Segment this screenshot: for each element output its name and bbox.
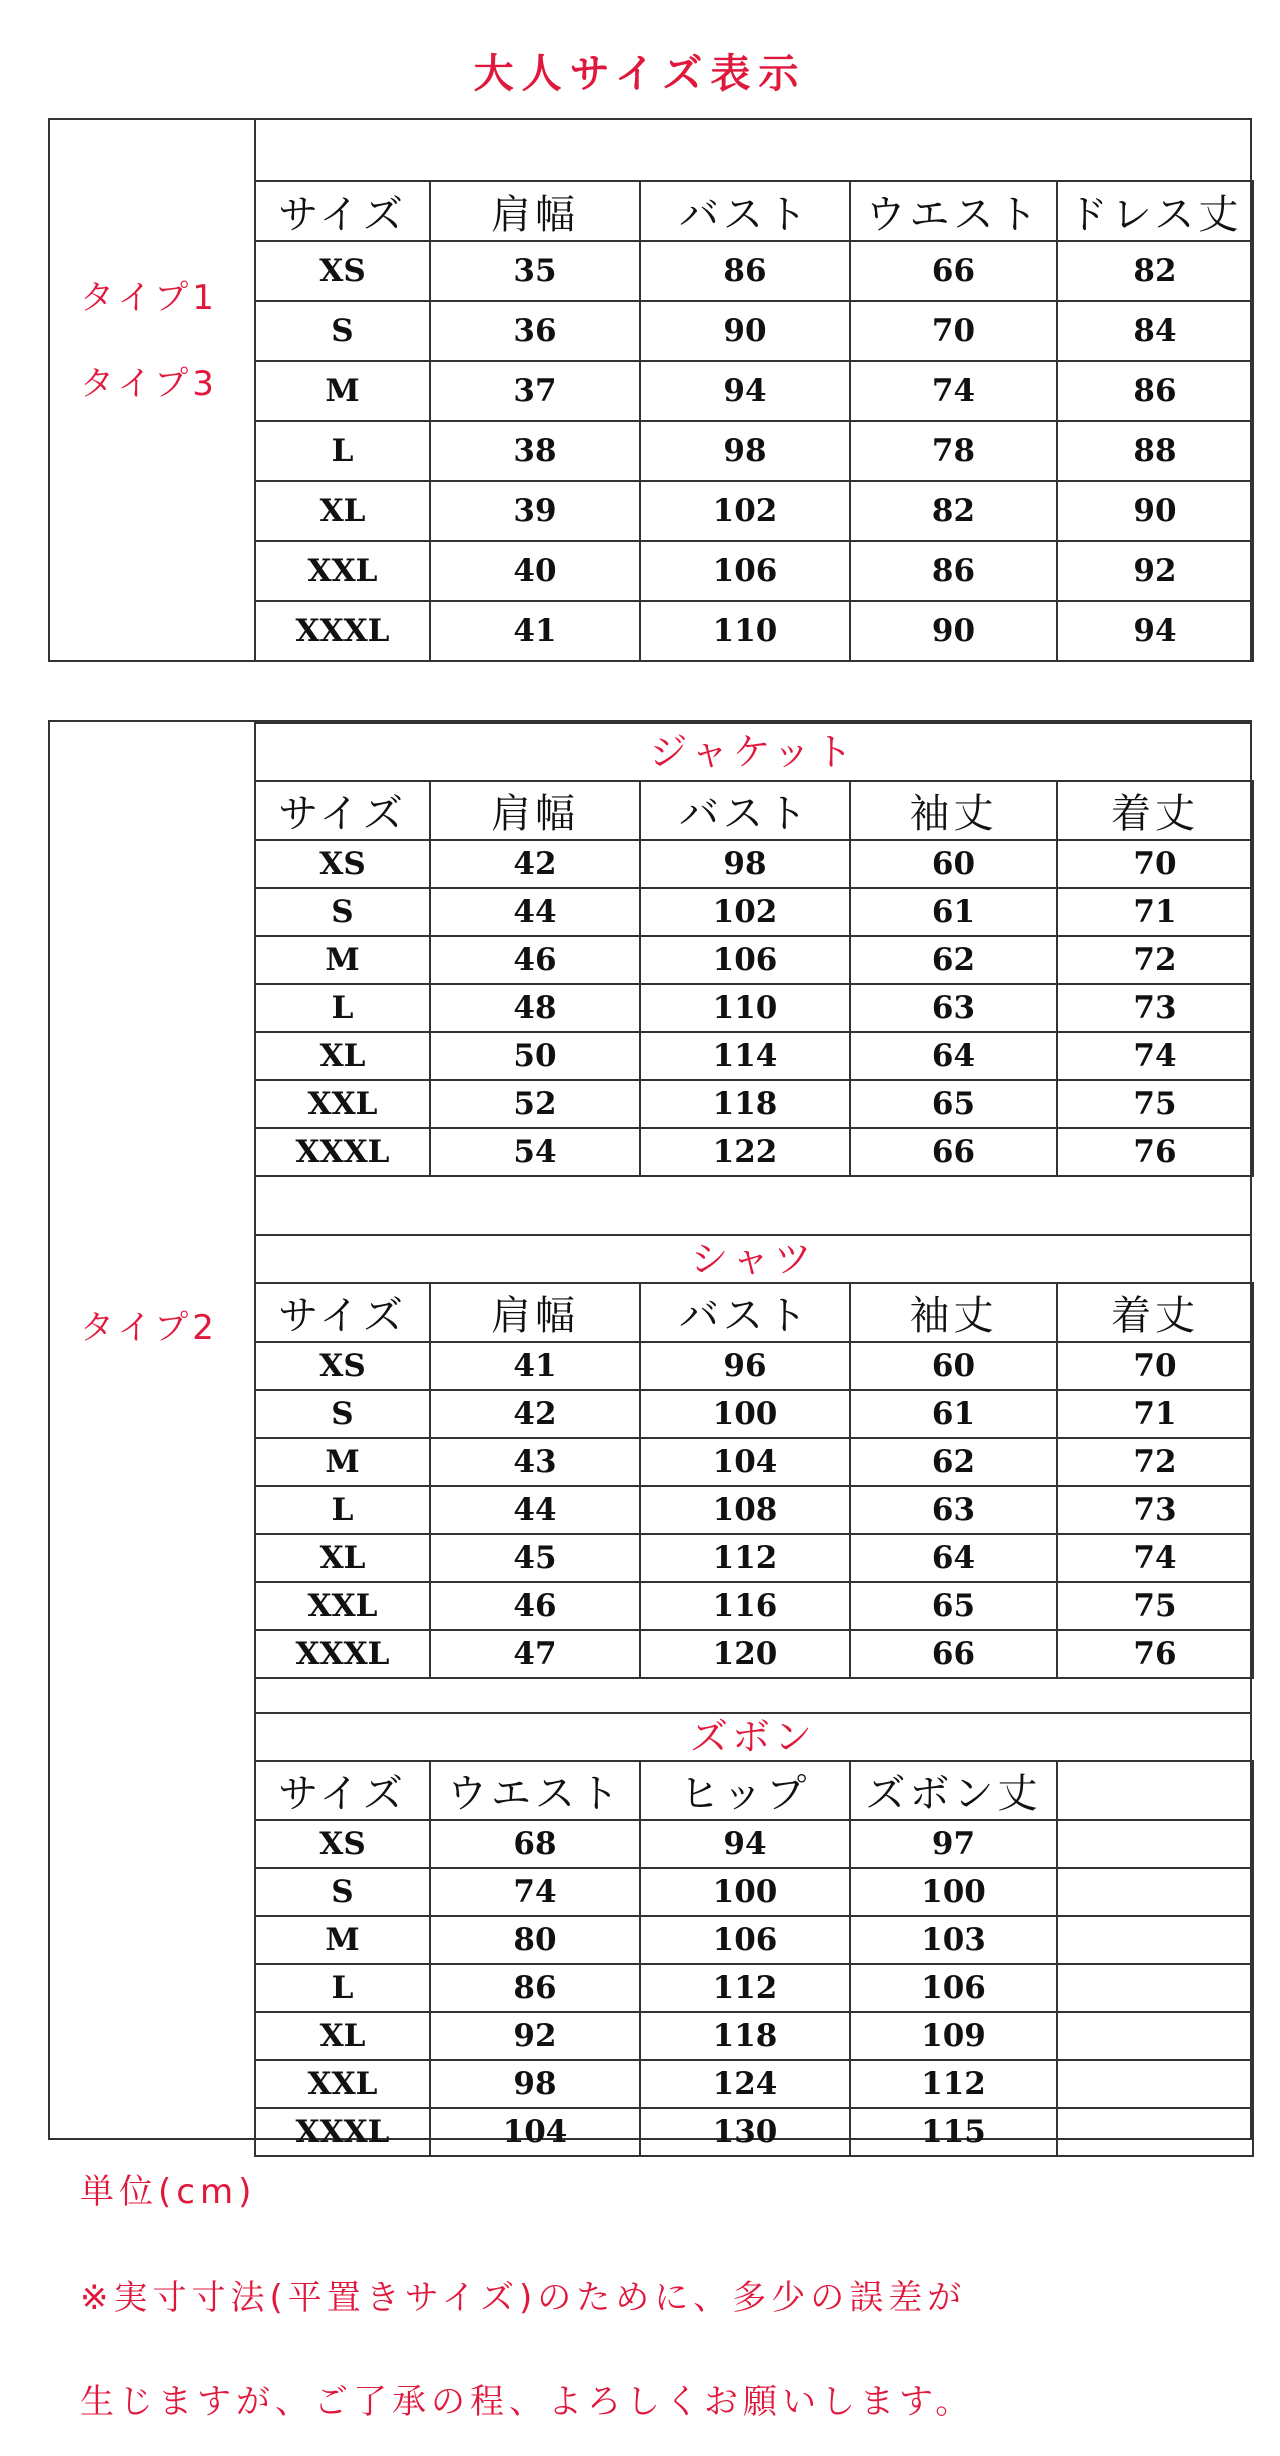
table-row bbox=[255, 1868, 1253, 1916]
size-cell: S bbox=[255, 888, 430, 936]
size-cell: L bbox=[255, 1486, 430, 1534]
measurement-cell bbox=[1057, 1964, 1253, 2012]
measurement-cell: 104 bbox=[640, 1438, 850, 1486]
jacket-title: ジャケット bbox=[254, 722, 1252, 780]
measurement-cell: 66 bbox=[850, 1128, 1057, 1176]
table-row bbox=[255, 2060, 1253, 2108]
measurement-cell bbox=[1057, 2108, 1253, 2156]
table-row bbox=[255, 1964, 1253, 2012]
shirt-size-table bbox=[254, 1282, 1254, 1679]
measurement-cell: 86 bbox=[430, 1964, 640, 2012]
table-row bbox=[255, 421, 1253, 481]
size-cell: M bbox=[255, 936, 430, 984]
measurement-cell: 45 bbox=[430, 1534, 640, 1582]
measurement-cell: 86 bbox=[640, 241, 850, 301]
column-header: ヒップ bbox=[640, 1761, 850, 1820]
column-header: 肩幅 bbox=[430, 781, 640, 840]
measurement-cell: 120 bbox=[640, 1630, 850, 1678]
measurement-cell: 104 bbox=[430, 2108, 640, 2156]
measurement-cell: 94 bbox=[640, 361, 850, 421]
table-row bbox=[255, 1820, 1253, 1868]
measurement-cell: 109 bbox=[850, 2012, 1057, 2060]
measurement-cell: 96 bbox=[640, 1342, 850, 1390]
measurement-cell: 130 bbox=[640, 2108, 850, 2156]
table-row bbox=[255, 1582, 1253, 1630]
size-cell: XL bbox=[255, 481, 430, 541]
measurement-cell: 108 bbox=[640, 1486, 850, 1534]
measurement-cell: 76 bbox=[1057, 1630, 1253, 1678]
measurement-cell: 82 bbox=[850, 481, 1057, 541]
measurement-cell: 74 bbox=[850, 361, 1057, 421]
size-cell: L bbox=[255, 421, 430, 481]
measurement-cell: 106 bbox=[850, 1964, 1057, 2012]
measurement-cell: 84 bbox=[1057, 301, 1253, 361]
measurement-cell: 47 bbox=[430, 1630, 640, 1678]
header-row bbox=[255, 1283, 1253, 1342]
measurement-cell: 114 bbox=[640, 1032, 850, 1080]
table-row bbox=[255, 2108, 1253, 2156]
measurement-cell: 86 bbox=[850, 541, 1057, 601]
measurement-cell: 106 bbox=[640, 936, 850, 984]
measurement-cell: 74 bbox=[430, 1868, 640, 1916]
measurement-cell: 62 bbox=[850, 1438, 1057, 1486]
measurement-cell: 98 bbox=[640, 421, 850, 481]
measurement-cell: 90 bbox=[1057, 481, 1253, 541]
table-row bbox=[255, 1342, 1253, 1390]
measurement-cell bbox=[1057, 1820, 1253, 1868]
size-cell: XXL bbox=[255, 2060, 430, 2108]
size-cell: XXXL bbox=[255, 1128, 430, 1176]
table-row bbox=[255, 1438, 1253, 1486]
measurement-cell: 102 bbox=[640, 888, 850, 936]
measurement-cell: 64 bbox=[850, 1534, 1057, 1582]
size-cell: S bbox=[255, 301, 430, 361]
disclaimer-line-2: 生じますが、ご了承の程、よろしくお願いします。 bbox=[80, 2382, 975, 2422]
column-header: ウエスト bbox=[850, 181, 1057, 241]
measurement-cell: 63 bbox=[850, 1486, 1057, 1534]
measurement-cell: 112 bbox=[640, 1964, 850, 2012]
measurement-cell: 88 bbox=[1057, 421, 1253, 481]
column-header bbox=[1057, 1761, 1253, 1820]
measurement-cell: 78 bbox=[850, 421, 1057, 481]
section1-label-type3: タイプ3 bbox=[80, 364, 218, 404]
measurement-cell: 41 bbox=[430, 601, 640, 661]
measurement-cell: 68 bbox=[430, 1820, 640, 1868]
measurement-cell: 98 bbox=[640, 840, 850, 888]
measurement-cell: 39 bbox=[430, 481, 640, 541]
shirt-title: シャツ bbox=[254, 1234, 1252, 1282]
measurement-cell: 110 bbox=[640, 984, 850, 1032]
table-row bbox=[255, 361, 1253, 421]
size-cell: XXXL bbox=[255, 1630, 430, 1678]
measurement-cell: 60 bbox=[850, 1342, 1057, 1390]
measurement-cell: 124 bbox=[640, 2060, 850, 2108]
section2-label-type2: タイプ2 bbox=[80, 1308, 218, 1348]
measurement-cell: 122 bbox=[640, 1128, 850, 1176]
column-header: サイズ bbox=[255, 1761, 430, 1820]
measurement-cell: 106 bbox=[640, 1916, 850, 1964]
measurement-cell: 66 bbox=[850, 1630, 1057, 1678]
column-header: ウエスト bbox=[430, 1761, 640, 1820]
measurement-cell bbox=[1057, 2060, 1253, 2108]
table-row bbox=[255, 2012, 1253, 2060]
size-cell: XXL bbox=[255, 1080, 430, 1128]
measurement-cell: 41 bbox=[430, 1342, 640, 1390]
measurement-cell: 38 bbox=[430, 421, 640, 481]
size-cell: XXXL bbox=[255, 601, 430, 661]
measurement-cell: 94 bbox=[1057, 601, 1253, 661]
header-row bbox=[255, 181, 1253, 241]
measurement-cell: 61 bbox=[850, 1390, 1057, 1438]
measurement-cell: 74 bbox=[1057, 1032, 1253, 1080]
measurement-cell: 75 bbox=[1057, 1582, 1253, 1630]
table-row bbox=[255, 888, 1253, 936]
measurement-cell: 97 bbox=[850, 1820, 1057, 1868]
table-row bbox=[255, 1032, 1253, 1080]
table-row bbox=[255, 984, 1253, 1032]
pants-size-table bbox=[254, 1760, 1254, 2157]
measurement-cell bbox=[1057, 2012, 1253, 2060]
measurement-cell: 64 bbox=[850, 1032, 1057, 1080]
size-cell: XS bbox=[255, 1342, 430, 1390]
measurement-cell: 100 bbox=[640, 1390, 850, 1438]
header-row bbox=[255, 781, 1253, 840]
measurement-cell: 52 bbox=[430, 1080, 640, 1128]
pants-table-body bbox=[255, 1761, 1253, 2156]
measurement-cell bbox=[1057, 1916, 1253, 1964]
table-row bbox=[255, 241, 1253, 301]
size-cell: S bbox=[255, 1868, 430, 1916]
measurement-cell: 40 bbox=[430, 541, 640, 601]
measurement-cell: 90 bbox=[850, 601, 1057, 661]
measurement-cell: 74 bbox=[1057, 1534, 1253, 1582]
measurement-cell: 76 bbox=[1057, 1128, 1253, 1176]
measurement-cell: 92 bbox=[430, 2012, 640, 2060]
measurement-cell: 118 bbox=[640, 2012, 850, 2060]
shirt-table-body bbox=[255, 1283, 1253, 1678]
measurement-cell: 71 bbox=[1057, 888, 1253, 936]
table-row bbox=[255, 1534, 1253, 1582]
measurement-cell: 73 bbox=[1057, 1486, 1253, 1534]
measurement-cell: 65 bbox=[850, 1080, 1057, 1128]
measurement-cell: 86 bbox=[1057, 361, 1253, 421]
column-header: 袖丈 bbox=[850, 781, 1057, 840]
column-header: バスト bbox=[640, 1283, 850, 1342]
measurement-cell: 80 bbox=[430, 1916, 640, 1964]
section1-table-body bbox=[255, 181, 1253, 661]
table-row bbox=[255, 481, 1253, 541]
size-cell: XS bbox=[255, 840, 430, 888]
measurement-cell: 70 bbox=[1057, 840, 1253, 888]
size-cell: XL bbox=[255, 1032, 430, 1080]
column-header: バスト bbox=[640, 781, 850, 840]
measurement-cell: 35 bbox=[430, 241, 640, 301]
jacket-size-table bbox=[254, 780, 1254, 1177]
header-row bbox=[255, 1761, 1253, 1820]
measurement-cell: 82 bbox=[1057, 241, 1253, 301]
column-header: 肩幅 bbox=[430, 181, 640, 241]
measurement-cell: 70 bbox=[850, 301, 1057, 361]
size-cell: S bbox=[255, 1390, 430, 1438]
table-row bbox=[255, 1486, 1253, 1534]
column-header: 着丈 bbox=[1057, 781, 1253, 840]
measurement-cell: 54 bbox=[430, 1128, 640, 1176]
column-header: サイズ bbox=[255, 181, 430, 241]
measurement-cell: 50 bbox=[430, 1032, 640, 1080]
measurement-cell: 66 bbox=[850, 241, 1057, 301]
section1-size-table bbox=[254, 180, 1254, 662]
measurement-cell: 37 bbox=[430, 361, 640, 421]
measurement-cell: 112 bbox=[640, 1534, 850, 1582]
size-cell: XXL bbox=[255, 541, 430, 601]
measurement-cell: 70 bbox=[1057, 1342, 1253, 1390]
measurement-cell: 112 bbox=[850, 2060, 1057, 2108]
column-header: 肩幅 bbox=[430, 1283, 640, 1342]
size-cell: L bbox=[255, 1964, 430, 2012]
size-cell: XL bbox=[255, 1534, 430, 1582]
measurement-cell: 71 bbox=[1057, 1390, 1253, 1438]
measurement-cell: 90 bbox=[640, 301, 850, 361]
measurement-cell: 60 bbox=[850, 840, 1057, 888]
table-row bbox=[255, 541, 1253, 601]
measurement-cell: 75 bbox=[1057, 1080, 1253, 1128]
measurement-cell: 43 bbox=[430, 1438, 640, 1486]
table-row bbox=[255, 1390, 1253, 1438]
measurement-cell: 98 bbox=[430, 2060, 640, 2108]
measurement-cell: 65 bbox=[850, 1582, 1057, 1630]
table-row bbox=[255, 601, 1253, 661]
measurement-cell: 46 bbox=[430, 936, 640, 984]
measurement-cell: 102 bbox=[640, 481, 850, 541]
size-cell: M bbox=[255, 1916, 430, 1964]
measurement-cell: 118 bbox=[640, 1080, 850, 1128]
measurement-cell: 116 bbox=[640, 1582, 850, 1630]
measurement-cell: 72 bbox=[1057, 1438, 1253, 1486]
measurement-cell: 110 bbox=[640, 601, 850, 661]
size-cell: XXXL bbox=[255, 2108, 430, 2156]
size-cell: XXL bbox=[255, 1582, 430, 1630]
size-cell: L bbox=[255, 984, 430, 1032]
measurement-cell: 73 bbox=[1057, 984, 1253, 1032]
table-row bbox=[255, 936, 1253, 984]
table-row bbox=[255, 1630, 1253, 1678]
measurement-cell: 42 bbox=[430, 840, 640, 888]
measurement-cell: 44 bbox=[430, 1486, 640, 1534]
section1-label-type1: タイプ1 bbox=[80, 278, 218, 318]
unit-note: 単位(cm) bbox=[80, 2172, 257, 2212]
measurement-cell: 48 bbox=[430, 984, 640, 1032]
measurement-cell: 94 bbox=[640, 1820, 850, 1868]
disclaimer-line-1: ※実寸寸法(平置きサイズ)のために、多少の誤差が bbox=[80, 2278, 967, 2318]
size-cell: M bbox=[255, 361, 430, 421]
table-row bbox=[255, 1128, 1253, 1176]
table-row bbox=[255, 1916, 1253, 1964]
page-title: 大人サイズ表示 bbox=[473, 51, 807, 97]
measurement-cell: 103 bbox=[850, 1916, 1057, 1964]
section2-label-column bbox=[48, 720, 256, 2140]
measurement-cell: 62 bbox=[850, 936, 1057, 984]
table-row bbox=[255, 1080, 1253, 1128]
measurement-cell: 106 bbox=[640, 541, 850, 601]
measurement-cell: 92 bbox=[1057, 541, 1253, 601]
column-header: サイズ bbox=[255, 1283, 430, 1342]
pants-title: ズボン bbox=[254, 1712, 1252, 1760]
jacket-table-body bbox=[255, 781, 1253, 1176]
measurement-cell: 100 bbox=[850, 1868, 1057, 1916]
measurement-cell: 115 bbox=[850, 2108, 1057, 2156]
size-cell: XS bbox=[255, 1820, 430, 1868]
column-header: 袖丈 bbox=[850, 1283, 1057, 1342]
column-header: 着丈 bbox=[1057, 1283, 1253, 1342]
measurement-cell: 44 bbox=[430, 888, 640, 936]
measurement-cell: 36 bbox=[430, 301, 640, 361]
table-row bbox=[255, 840, 1253, 888]
measurement-cell: 61 bbox=[850, 888, 1057, 936]
measurement-cell bbox=[1057, 1868, 1253, 1916]
measurement-cell: 42 bbox=[430, 1390, 640, 1438]
column-header: ドレス丈 bbox=[1057, 181, 1253, 241]
column-header: ズボン丈 bbox=[850, 1761, 1057, 1820]
measurement-cell: 63 bbox=[850, 984, 1057, 1032]
size-cell: M bbox=[255, 1438, 430, 1486]
table-row bbox=[255, 301, 1253, 361]
size-cell: XS bbox=[255, 241, 430, 301]
measurement-cell: 46 bbox=[430, 1582, 640, 1630]
measurement-cell: 72 bbox=[1057, 936, 1253, 984]
column-header: サイズ bbox=[255, 781, 430, 840]
measurement-cell: 100 bbox=[640, 1868, 850, 1916]
size-cell: XL bbox=[255, 2012, 430, 2060]
column-header: バスト bbox=[640, 181, 850, 241]
